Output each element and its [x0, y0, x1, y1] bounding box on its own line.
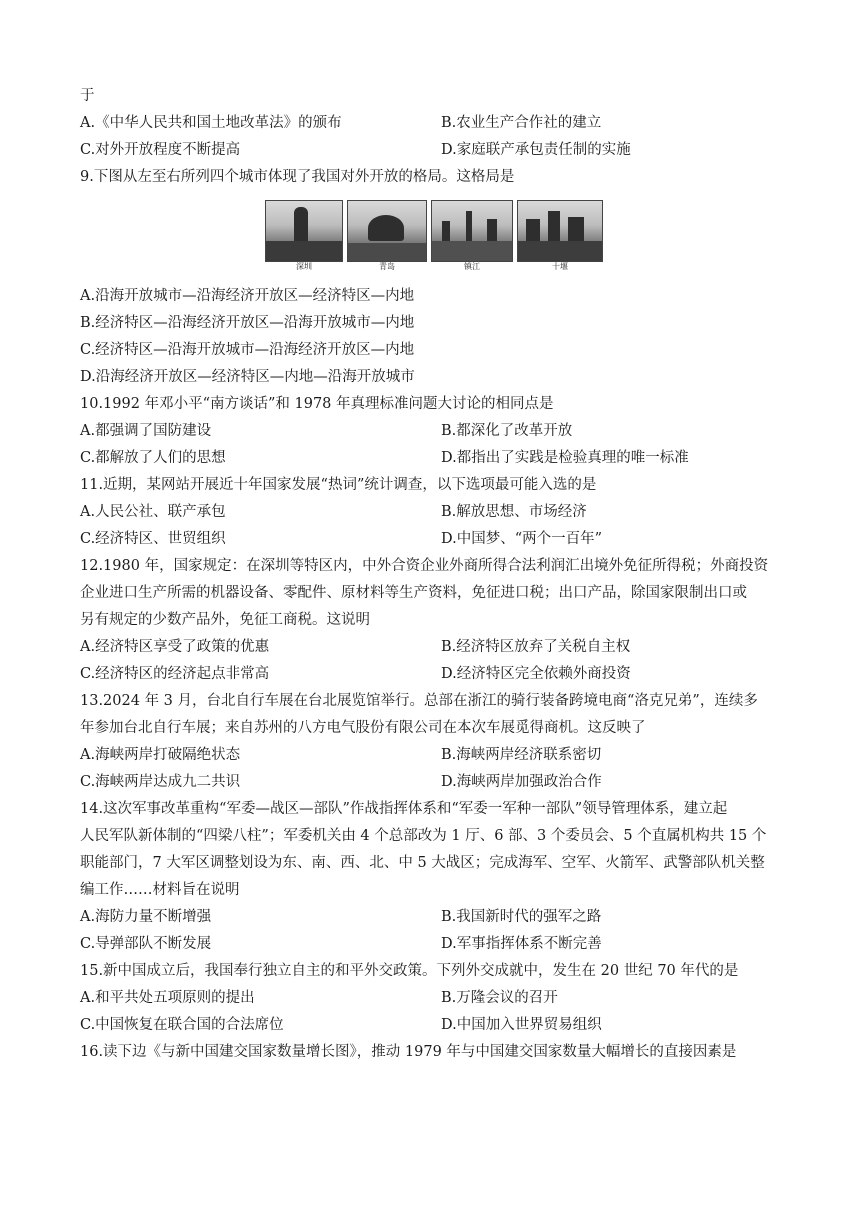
q10-option-a: A.都强调了国防建设 — [80, 423, 212, 439]
q14-option-b: B.我国新时代的强军之路 — [441, 909, 602, 925]
q10-option-b: B.都深化了改革开放 — [441, 423, 573, 439]
q9-stem: 9.下图从左至右所列四个城市体现了我国对外开放的格局。这格局是 — [80, 169, 515, 185]
q15-stem: 15.新中国成立后，我国奉行独立自主的和平外交政策。下列外交成就中，发生在 20 世纪 70 年代的是 — [80, 963, 739, 979]
caption-zhenjiang: 镇江 — [464, 262, 480, 271]
q11-option-d: D.中国梦、“两个一百年” — [441, 531, 603, 547]
q15-option-a: A.和平共处五项原则的提出 — [80, 990, 255, 1006]
q8-options-row-2 — [80, 140, 780, 160]
q14-stem-line-3: 职能部门，7 大军区调整划设为东、南、西、北、中 5 大战区；完成海军、空军、火箭军、武警部队机关整 — [80, 855, 765, 871]
q15-option-c: C.中国恢复在联合国的合法席位 — [80, 1017, 284, 1033]
q12-options-row-2 — [80, 664, 780, 684]
q9-option-d: D.沿海经济开放区—经济特区—内地—沿海开放城市 — [80, 369, 415, 385]
q12-option-d: D.经济特区完全依赖外商投资 — [441, 666, 631, 682]
q9-option-c: C.经济特区—沿海开放城市—沿海经济开放区—内地 — [80, 342, 415, 358]
q9-option-a: A.沿海开放城市—沿海经济开放区—经济特区—内地 — [80, 288, 415, 304]
q13-options-row-2 — [80, 772, 780, 792]
q10-stem: 10.1992 年邓小平“南方谈话”和 1978 年真理标准问题大讨论的相同点是 — [80, 396, 554, 412]
q14-stem-line-1: 14.这次军事改革重构“军委—战区—部队”作战指挥体系和“军委一军种一部队”领导管理体系，建立起 — [80, 801, 728, 817]
q15-options-row-1 — [80, 988, 780, 1008]
q14-option-c: C.导弹部队不断发展 — [80, 936, 212, 952]
q12-stem-line-2: 企业进口生产所需的机器设备、零配件、原材料等生产资料，免征进口税；出口产品，除国家限制出口或 — [80, 585, 747, 601]
city-photo-strip — [265, 200, 605, 272]
q15-option-d: D.中国加入世界贸易组织 — [441, 1017, 602, 1033]
q11-options-row-2 — [80, 529, 780, 549]
q12-stem-line-1: 12.1980 年，国家规定：在深圳等特区内，中外合资企业外商所得合法利润汇出境外免征所得税；外商投资 — [80, 558, 769, 574]
q14-options-row-1 — [80, 907, 780, 927]
q14-option-d: D.军事指挥体系不断完善 — [441, 936, 602, 952]
caption-qingdao: 青岛 — [379, 262, 395, 271]
q13-option-d: D.海峡两岸加强政治合作 — [441, 774, 602, 790]
q11-stem: 11.近期，某网站开展近十年国家发展“热词”统计调查，以下选项最可能入选的是 — [80, 477, 597, 493]
q14-options-row-2 — [80, 934, 780, 954]
q8-option-c: C.对外开放程度不断提高 — [80, 142, 241, 158]
continued-text: 于 — [80, 88, 95, 104]
q11-option-b: B.解放思想、市场经济 — [441, 504, 587, 520]
q11-option-c: C.经济特区、世贸组织 — [80, 531, 226, 547]
q13-options-row-1 — [80, 745, 780, 765]
q14-stem-line-4: 编工作……材料旨在说明 — [80, 882, 240, 898]
q13-option-a: A.海峡两岸打破隔绝状态 — [80, 747, 241, 763]
q8-option-b: B.农业生产合作社的建立 — [441, 115, 602, 131]
q11-options-row-1 — [80, 502, 780, 522]
shiyan-photo — [517, 200, 603, 262]
q8-option-d: D.家庭联产承包责任制的实施 — [441, 142, 631, 158]
q14-option-a: A.海防力量不断增强 — [80, 909, 212, 925]
q16-stem: 16.读下边《与新中国建交国家数量增长图》，推动 1979 年与中国建交国家数量大幅增长的直接因素是 — [80, 1044, 737, 1060]
q13-option-b: B.海峡两岸经济联系密切 — [441, 747, 602, 763]
q10-option-c: C.都解放了人们的思想 — [80, 450, 226, 466]
q8-options-row-1 — [80, 113, 780, 133]
q14-stem-line-2: 人民军队新体制的“四梁八柱”；军委机关由 4 个总部改为 1 厅、6 部、3 个委员会、5 个直属机构共 15 个 — [80, 828, 767, 844]
q9-option-b: B.经济特区—沿海经济开放区—沿海开放城市—内地 — [80, 315, 415, 331]
q12-option-b: B.经济特区放弃了关税自主权 — [441, 639, 631, 655]
q13-stem-line-1: 13.2024 年 3 月，台北自行车展在台北展览馆举行。总部在浙江的骑行装备跨境电商“洛克兄弟”，连续多 — [80, 693, 758, 709]
q12-stem-line-3: 另有规定的少数产品外，免征工商税。这说明 — [80, 612, 370, 628]
q12-option-a: A.经济特区享受了政策的优惠 — [80, 639, 270, 655]
q12-option-c: C.经济特区的经济起点非常高 — [80, 666, 270, 682]
zhenjiang-photo — [431, 200, 513, 262]
q13-option-c: C.海峡两岸达成九二共识 — [80, 774, 241, 790]
q10-options-row-2 — [80, 448, 780, 468]
q15-option-b: B.万隆会议的召开 — [441, 990, 558, 1006]
q10-options-row-1 — [80, 421, 780, 441]
shenzhen-photo — [265, 200, 343, 262]
q10-option-d: D.都指出了实践是检验真理的唯一标准 — [441, 450, 689, 466]
qingdao-photo — [347, 200, 427, 262]
q11-option-a: A.人民公社、联产承包 — [80, 504, 226, 520]
q8-option-a: A.《中华人民共和国土地改革法》的颁布 — [80, 115, 342, 131]
q13-stem-line-2: 年参加台北自行车展；来自苏州的八方电气股份有限公司在本次车展觅得商机。这反映了 — [80, 720, 646, 736]
q15-options-row-2 — [80, 1015, 780, 1035]
q12-options-row-1 — [80, 637, 780, 657]
caption-shiyan: 十堰 — [552, 262, 568, 271]
caption-shenzhen: 深圳 — [296, 262, 312, 271]
